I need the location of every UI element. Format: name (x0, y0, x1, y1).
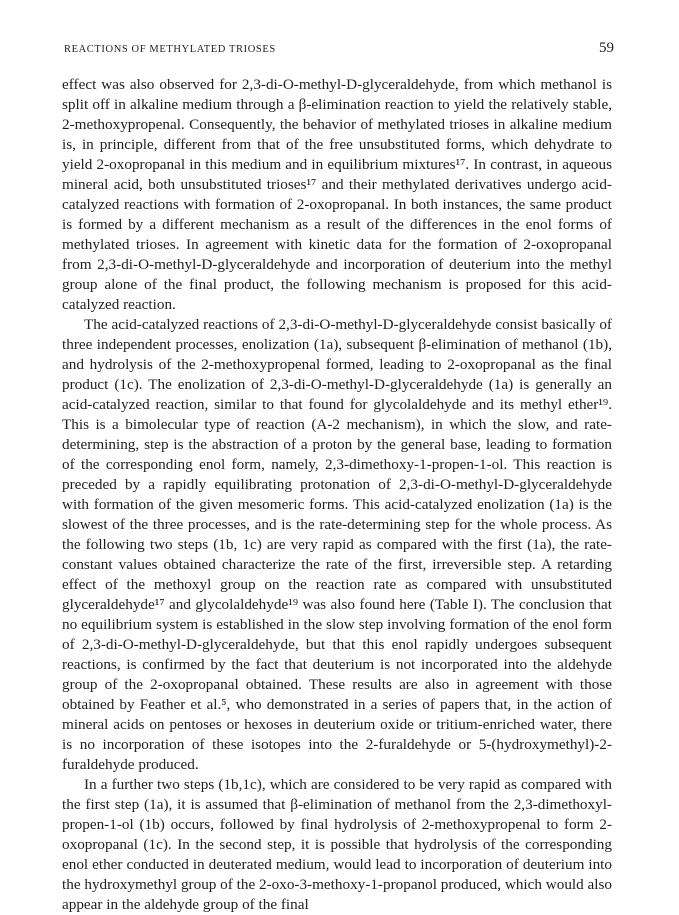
paragraph-mechanism: The acid-catalyzed reactions of 2,3-di-O-methyl-D-glyceraldehyde consist basically of three independent processes, enolization (1a), subsequent β-elimination of methanol (1b), and hydrolysis of the 2-methoxypropenal formed, leading to 2-oxopropanal as the final product (1c). The enolization of 2,3-di-O-methyl-D-glyceraldehyde (1a) is generally an acid-catalyzed reaction, similar to that found for glycolaldehyde and its methyl ether¹⁹. This is a bimolecular type of reaction (A-2 mechanism), in which the slow, and rate-determining, step is the abstraction of a proton by the general base, leading to formation of the corresponding enol form, namely, 2,3-dimethoxy-1-propen-1-ol. This reaction is preceded by a rapidly equilibrating protonation of 2,3-di-O-methyl-D-glyceraldehyde with formation of the given mesomeric forms. This acid-catalyzed enolization (1a) is the slowest of the three processes, and is the rate-determining step for the whole process. As the following two steps (1b, 1c) are very rapid as compared with the first (1a), the rate-constant values obtained characterize the rate of the first, irreversible step. A retarding effect of the methoxyl group on the reaction rate as compared with unsubstituted glyceraldehyde¹⁷ and glycolaldehyde¹⁹ was also found here (Table I). The conclusion that no equilibrium system is established in the slow step involving formation of the enol form of 2,3-di-O-methyl-D-glyceraldehyde, but that this enol rapidly undergoes subsequent reactions, is confirmed by the fact that deuterium is not incorporated into the aldehyde group of the 2-oxopropanal obtained. These results are also in agreement with those obtained by Feather et al.⁵, who demonstrated in a series of papers that, in the action of mineral acids on pentoses or hexoses in deuterium oxide or tritium-enriched water, there is no incorporation of these isotopes into the 2-furaldehyde or 5-(hydroxymethyl)-2-furaldehyde produced. (62, 316, 612, 773)
paragraph-further-steps: In a further two steps (1b,1c), which are considered to be very rapid as compared with the first step (1a), it is assumed that β-elimination of methanol from the 2,3-dimethoxyl-propen-1-ol (1b) occurs, followed by final hydrolysis of 2-methoxypropenal to form 2-oxopropanal (1c). In the second step, it is possible that hydrolysis of the corresponding enol ether conducted in deuterated medium, would lead to incorporation of deuterium into the hydroxymethyl group of the 2-oxo-3-methoxy-1-propanol produced, which would also appear in the aldehyde group of the final (62, 776, 613, 913)
page-number: 59 (599, 40, 614, 56)
paragraph-continued: effect was also observed for 2,3-di-O-methyl-D-glyceraldehyde, from which methanol is split off in alkaline medium through a β-elimination reaction to yield the relatively stable, 2-methoxypropenal. Consequently, the behavior of methylated trioses in alkaline medium is, in principle, different from that of the free unsubstituted forms, which dehydrate to yield 2-oxopropanal in this medium and in equilibrium mixtures¹⁷. In contrast, in aqueous mineral acid, both unsubstituted trioses¹⁷ and their methylated derivatives undergo acid-catalyzed reactions with formation of 2-oxopropanal. In both instances, the same product is formed by a different mechanism as a result of the differences in the enol forms of methylated trioses. In agreement with kinetic data for the formation of 2-oxopropanal from 2,3-di-O-methyl-D-glyceraldehyde and incorporation of deuterium into the methyl group alone of the final product, the following mechanism is proposed for this acid-catalyzed reaction. (62, 76, 612, 313)
journal-page (62, 38, 612, 915)
body-text (62, 75, 612, 915)
page-header (62, 38, 612, 60)
running-title: REACTIONS OF METHYLATED TRIOSES (64, 44, 276, 55)
